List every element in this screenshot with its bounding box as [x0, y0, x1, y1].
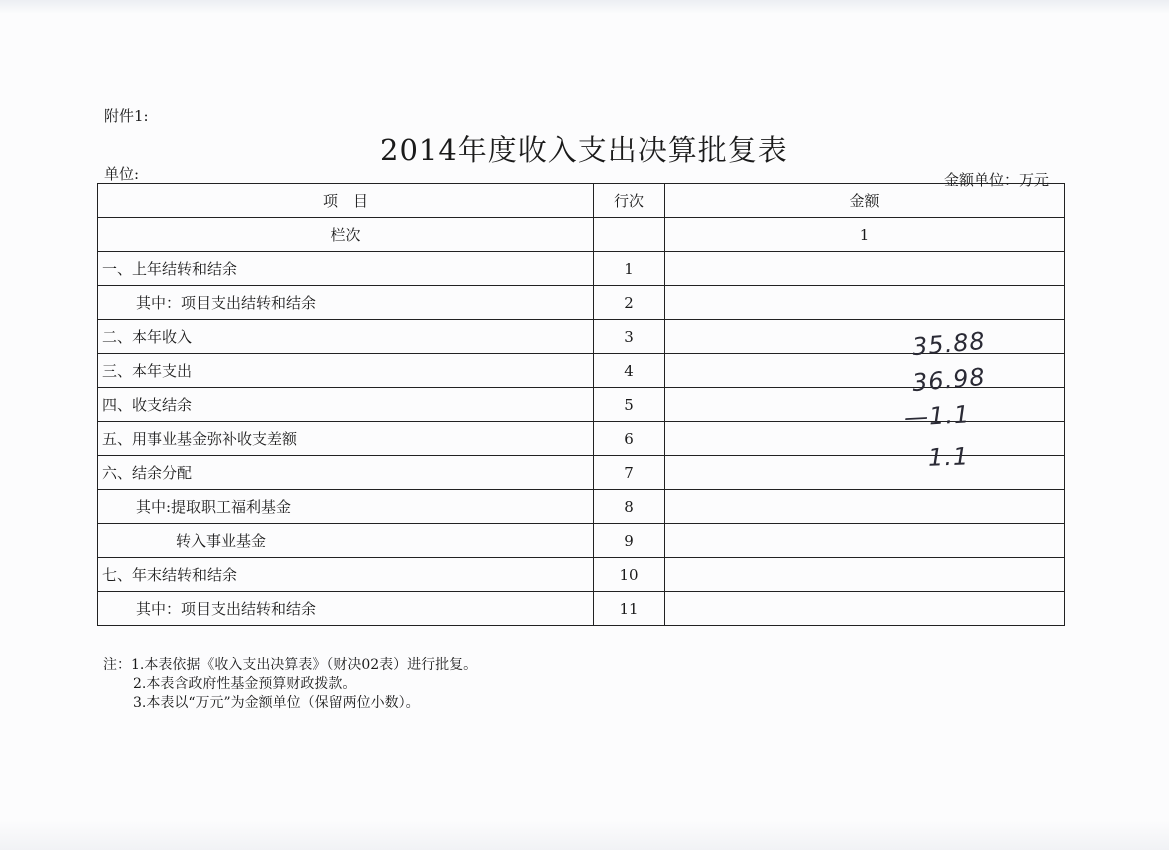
row-item: 六、结余分配: [98, 456, 594, 490]
row-line: 4: [594, 354, 665, 388]
row-item: 其中:提取职工福利基金: [98, 490, 594, 524]
table-row: [98, 252, 1065, 286]
row-line: 3: [594, 320, 665, 354]
row-amount: [665, 558, 1065, 592]
unit-label: 单位:: [104, 165, 140, 183]
column-header-amount: 金额: [665, 184, 1065, 218]
row-line: 5: [594, 388, 665, 422]
row-amount: [665, 592, 1065, 626]
row-amount: [665, 422, 1065, 456]
scan-edge-top: [0, 0, 1169, 14]
row-line: 7: [594, 456, 665, 490]
table-row: [98, 490, 1065, 524]
table-row: [98, 524, 1065, 558]
row-amount: [665, 252, 1065, 286]
table-row: [98, 456, 1065, 490]
column-index-amount: 1: [665, 218, 1065, 252]
row-line: 9: [594, 524, 665, 558]
table-row: [98, 592, 1065, 626]
column-header-line: 行次: [594, 184, 665, 218]
footnote-line: 注：1.本表依据《收入支出决算表》（财决02表）进行批复。: [103, 657, 478, 673]
column-header-item: 项 目: [98, 184, 594, 218]
row-line: 1: [594, 252, 665, 286]
row-amount: [665, 490, 1065, 524]
row-amount: [665, 320, 1065, 354]
row-item: 转入事业基金: [98, 524, 594, 558]
table-row: [98, 558, 1065, 592]
row-item: 二、本年收入: [98, 320, 594, 354]
row-item: 其中：项目支出结转和结余: [98, 286, 594, 320]
handwritten-amount-income: 35.88: [910, 326, 987, 362]
handwritten-amount-balance: —1.1: [903, 400, 971, 432]
row-line: 10: [594, 558, 665, 592]
row-amount: [665, 388, 1065, 422]
footnotes: [103, 656, 477, 713]
column-index-item: 栏次: [98, 218, 594, 252]
column-index-line: [594, 218, 665, 252]
row-item: 一、上年结转和结余: [98, 252, 594, 286]
handwritten-amount-fund-offset: 1.1: [927, 442, 970, 472]
row-amount: [665, 286, 1065, 320]
amount-unit-label: 金额单位：万元: [944, 171, 1050, 189]
row-item: 三、本年支出: [98, 354, 594, 388]
page-title: 2014年度收入支出决算批复表: [380, 133, 788, 167]
row-item: 其中：项目支出结转和结余: [98, 592, 594, 626]
table-row: [98, 286, 1065, 320]
row-line: 2: [594, 286, 665, 320]
scan-edge-bottom: [0, 820, 1169, 850]
row-item: 五、用事业基金弥补收支差额: [98, 422, 594, 456]
attachment-label: 附件1:: [104, 107, 149, 125]
row-line: 6: [594, 422, 665, 456]
row-item: 四、收支结余: [98, 388, 594, 422]
footnote-line: 2.本表含政府性基金预算财政拨款。: [133, 676, 357, 692]
column-index-row: [98, 218, 1065, 252]
row-line: 8: [594, 490, 665, 524]
row-item: 七、年末结转和结余: [98, 558, 594, 592]
row-amount: [665, 524, 1065, 558]
footnote-line: 3.本表以“万元”为金额单位（保留两位小数）。: [133, 695, 420, 711]
handwritten-amount-expense: 36.98: [910, 362, 987, 398]
table-header-row: [98, 184, 1065, 218]
row-amount: [665, 354, 1065, 388]
row-amount: [665, 456, 1065, 490]
row-line: 11: [594, 592, 665, 626]
